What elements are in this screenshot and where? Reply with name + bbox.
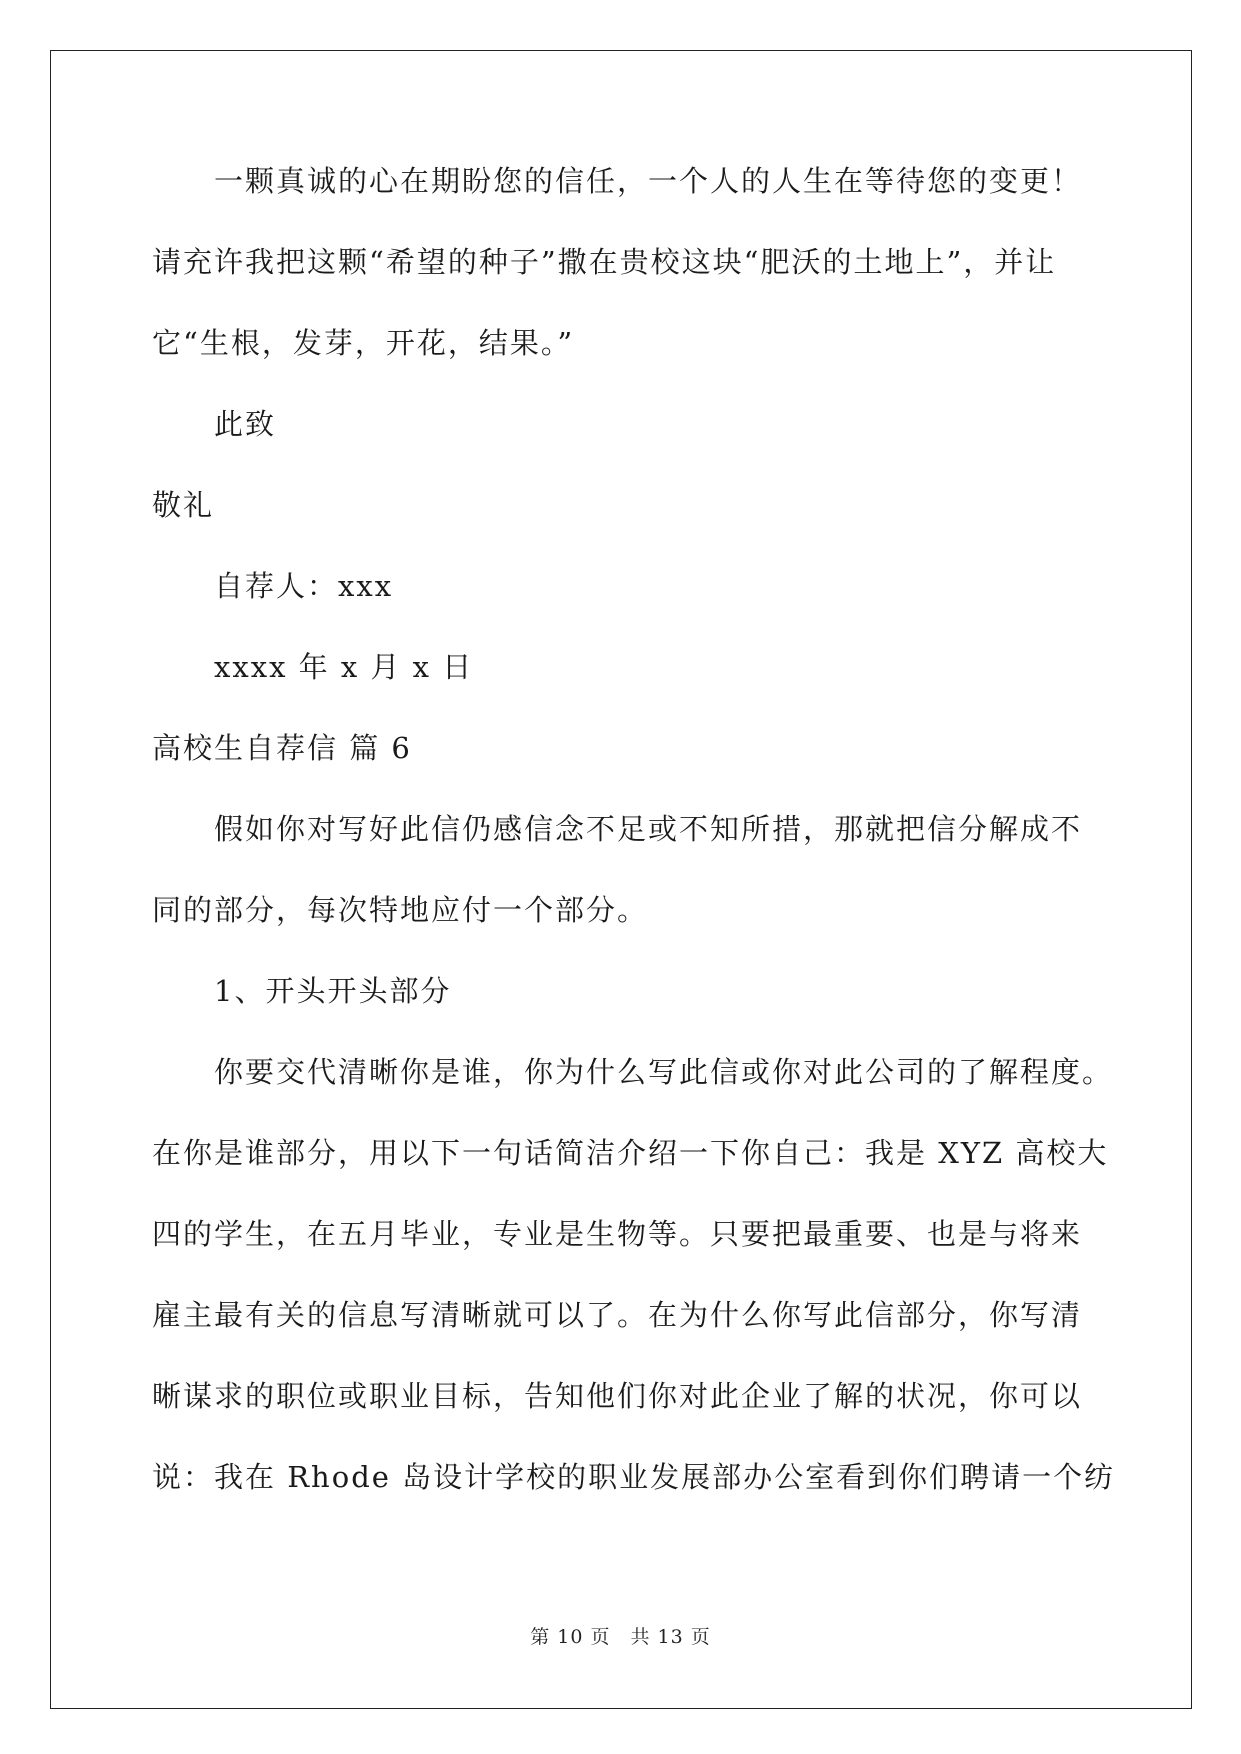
text-line: 同的部分，每次特地应付一个部分。 [152,893,649,927]
text-line: 假如你对写好此信仍感信念不足或不知所措，那就把信分解成不 [214,812,1083,846]
signature-line: 自荐人：xxx [214,569,394,603]
document-body [152,160,1116,1537]
text-line: 雇主最有关的信息写清晰就可以了。在为什么你写此信部分，你写清 [152,1298,1083,1332]
text-line: 在你是谁部分，用以下一句话简洁介绍一下你自己：我是 XYZ 高校大 [152,1136,1109,1170]
page-number-footer: 第 10 页 共 13 页 [530,1626,711,1648]
salutation-line: 此致 [214,407,277,441]
text-line: 你要交代清晰你是谁，你为什么写此信或你对此公司的了解程度。 [214,1055,1114,1089]
section-heading: 高校生自荐信 篇 6 [152,731,412,765]
text-line: 晰谋求的职位或职业目标，告知他们你对此企业了解的状况，你可以 [152,1379,1083,1413]
date-line: xxxx 年 x 月 x 日 [214,650,474,684]
text-line: 它“生根，发芽，开花，结果。” [152,326,575,360]
text-line: 四的学生，在五月毕业，专业是生物等。只要把最重要、也是与将来 [152,1217,1083,1251]
subsection-heading: 1、开头开头部分 [214,974,452,1008]
text-line: 请充许我把这颗“希望的种子”撒在贵校这块“肥沃的土地上”，并让 [152,245,1057,279]
text-line: 说：我在 Rhode 岛设计学校的职业发展部办公室看到你们聘请一个纺 [152,1460,1116,1494]
text-line: 一颗真诚的心在期盼您的信任，一个人的人生在等待您的变更！ [214,164,1083,198]
salutation-line: 敬礼 [152,488,215,522]
